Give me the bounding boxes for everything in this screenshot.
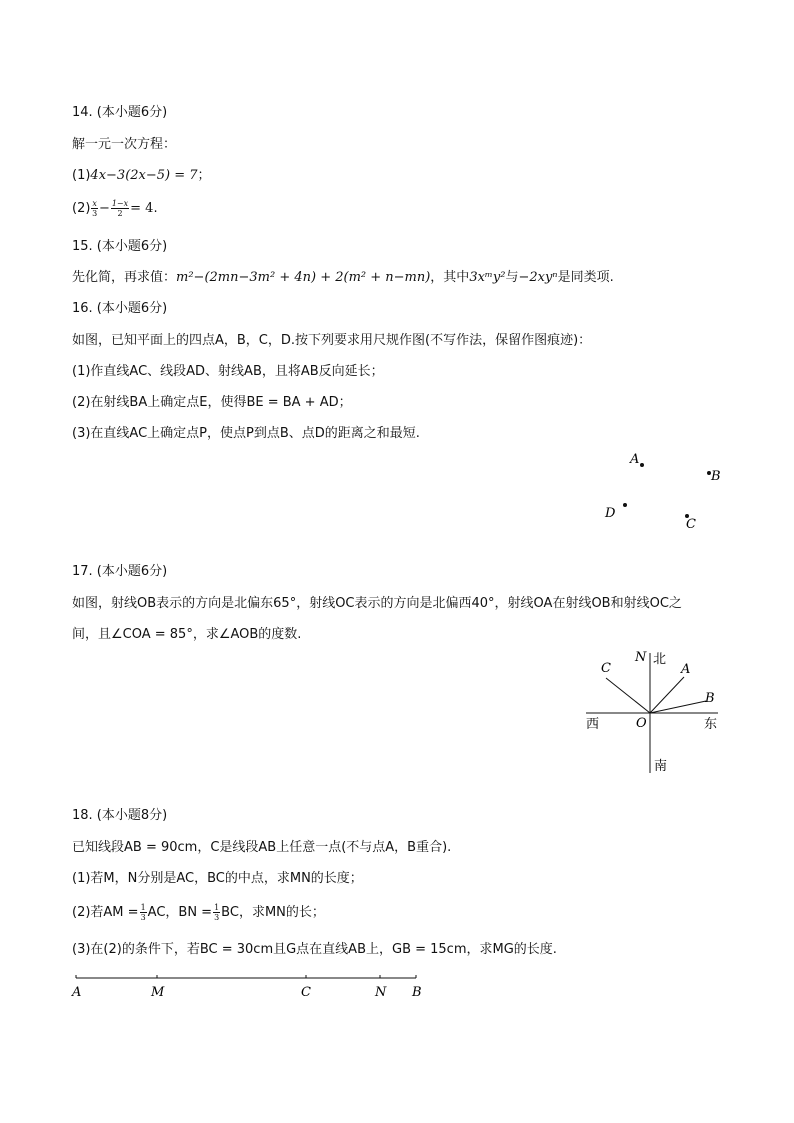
q17-label-o: O bbox=[636, 716, 647, 731]
q14-p1-end: ； bbox=[197, 168, 211, 183]
q17-label-south: 南 bbox=[654, 759, 668, 774]
q14-p2-frac2: $\frac{1-x}{2}$ bbox=[111, 199, 129, 218]
q15-header: 15. (本小题6分) bbox=[72, 239, 168, 254]
q17-label-b: B bbox=[705, 691, 715, 706]
q15-term1: 3xᵐy² bbox=[469, 270, 506, 285]
q16-figure bbox=[590, 445, 730, 540]
q16-point-d bbox=[623, 503, 627, 507]
q14-intro: 解一元一次方程： bbox=[72, 137, 177, 152]
q14-p1-equation: 4x−3(2x−5) = 7 bbox=[90, 168, 198, 183]
q17-label-west: 西 bbox=[586, 717, 600, 732]
q14-p2-label: (2) bbox=[72, 201, 91, 216]
q14-p2-rhs: = 4 bbox=[130, 201, 154, 216]
q17-label-a: A bbox=[681, 662, 691, 677]
q17-label-n: N bbox=[635, 650, 647, 665]
q16-part1: (1)作直线AC、线段AD、射线AB，且将AB反向延长； bbox=[72, 364, 384, 379]
q14-p2-frac1: $\frac{x}{3}$ bbox=[92, 199, 98, 218]
q18-label-c: C bbox=[301, 985, 311, 1000]
q17-line1: 如图，射线OB表示的方向是北偏东65°，射线OC表示的方向是北偏西40°，射线OA在射线OB和射线OC之 bbox=[72, 596, 682, 611]
q16-point-a bbox=[640, 463, 644, 467]
q15-expression: m²−(2mn−3m² + 4n) + 2(m² + n−mn) bbox=[176, 270, 431, 285]
q18-segment-figure bbox=[68, 968, 428, 1002]
q15-term2: −2xyⁿ bbox=[518, 270, 558, 285]
q18-frac-bn: $\frac{1}{3}$ bbox=[214, 903, 220, 922]
q14-part1 bbox=[72, 167, 211, 185]
q16-label-c: C bbox=[686, 517, 696, 532]
q18-part3: (3)在(2)的条件下，若BC = 30cm且G点在直线AB上，GB = 15cm，求MG的长度. bbox=[72, 942, 557, 957]
q18-label-m: M bbox=[151, 985, 165, 1000]
q18-intro: 已知线段AB = 90cm，C是线段AB上任意一点(不与点A，B重合). bbox=[72, 840, 452, 855]
q18-label-a: A bbox=[72, 985, 82, 1000]
q18-label-b: B bbox=[412, 985, 422, 1000]
q14-header: 14. (本小题6分) bbox=[72, 105, 168, 120]
q18-header: 18. (本小题8分) bbox=[72, 808, 168, 823]
q14-p1-label: (1) bbox=[72, 168, 91, 183]
q15-body: 先化简，再求值：m²−(2mn−3m² + 4n) + 2(m² + n−mn)，其中3xᵐy²与−2xyⁿ是同类项. bbox=[72, 270, 614, 285]
q17-label-c: C bbox=[601, 661, 611, 676]
q17-ray-oc bbox=[606, 678, 650, 713]
q17-ray-oa bbox=[650, 677, 684, 713]
q16-label-b: B bbox=[711, 469, 721, 484]
q16-label-a: A bbox=[630, 452, 640, 467]
q17-label-east: 东 bbox=[704, 717, 718, 732]
q14-part2: (2) $\frac{x}{3}$ − $\frac{1-x}{2}$ = 4. bbox=[72, 199, 158, 218]
q17-line2: 间，且∠COA = 85°，求∠AOB的度数. bbox=[72, 627, 302, 642]
q18-part2: (2)若AM = $\frac{1}{3}$ AC，BN = $\frac{1}{3}$ BC，求MN的长； bbox=[72, 903, 325, 922]
q17-ray-ob bbox=[650, 701, 706, 713]
q16-part3: (3)在直线AC上确定点P，使点P到点B、点D的距离之和最短. bbox=[72, 426, 420, 441]
q16-part2: (2)在射线BA上确定点E，使得BE = BA + AD； bbox=[72, 395, 352, 410]
q18-frac-am: $\frac{1}{3}$ bbox=[140, 903, 146, 922]
q17-compass-figure bbox=[578, 645, 728, 775]
q18-label-n: N bbox=[375, 985, 387, 1000]
q16-label-d: D bbox=[605, 506, 616, 521]
q17-label-north: 北 bbox=[653, 652, 667, 667]
q16-header: 16. (本小题6分) bbox=[72, 301, 168, 316]
q16-intro: 如图，已知平面上的四点A，B，C，D.按下列要求用尺规作图(不写作法，保留作图痕迹)： bbox=[72, 333, 592, 348]
q17-header: 17. (本小题6分) bbox=[72, 564, 168, 579]
q18-part1: (1)若M，N分别是AC，BC的中点，求MN的长度； bbox=[72, 871, 363, 886]
